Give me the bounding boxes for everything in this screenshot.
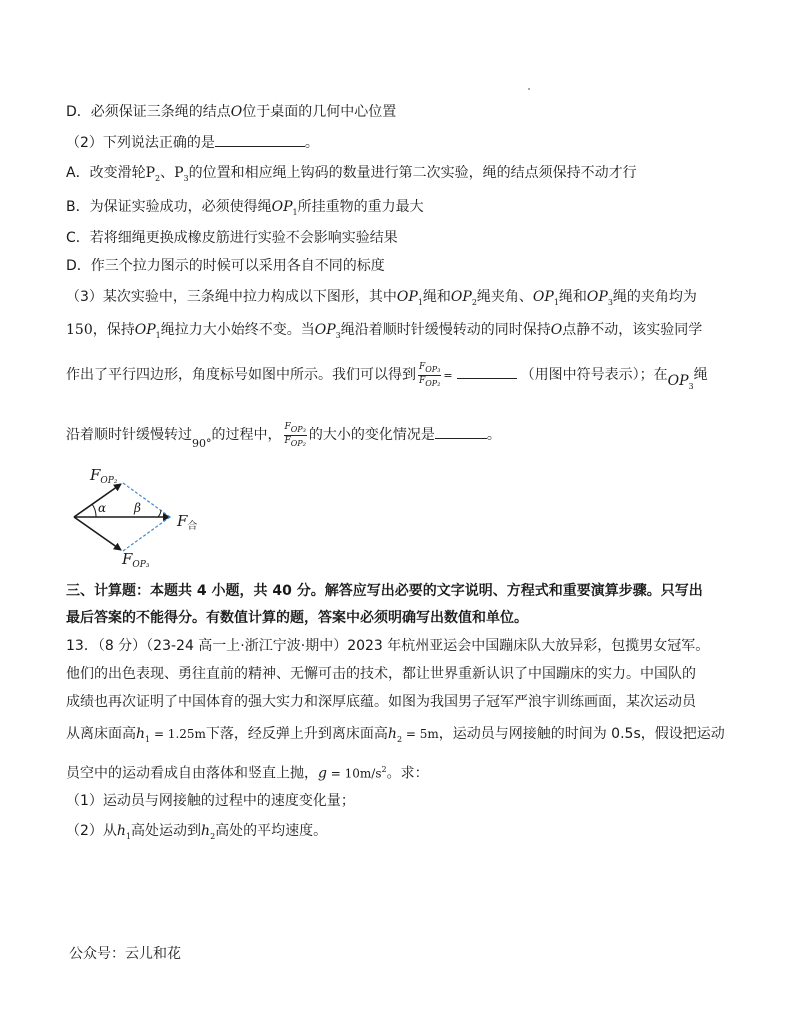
answer-blank[interactable] [215,132,305,147]
dashed-side-bottom [123,517,170,551]
answer-blank[interactable] [435,424,487,439]
q13-line4 [66,724,725,750]
text: 。 [304,135,319,151]
q12-sub3-line3 [66,360,708,396]
q12-option-d2 [66,256,385,276]
q12-sub3-line2 [66,320,702,346]
math: OP [450,289,472,305]
text: 高处运动到 [131,823,202,839]
math-OP1: OP [271,199,293,215]
q13-sub1 [66,791,355,811]
sub: 1 [145,734,151,744]
text: 绳和 [558,289,587,305]
text: 的大小的变化情况是 [308,427,435,443]
q13-line5 [66,760,429,784]
text: （用图中符号表示）；在 [520,367,668,383]
label-resultant: $F_合$ [177,512,198,532]
math-h2: h [387,726,397,742]
math: OP [314,322,336,338]
math: OP [134,322,156,338]
text: 、 [160,165,175,181]
text: 。 [486,427,501,443]
alpha-label: α [98,501,107,515]
math: OP [532,289,554,305]
angle-alpha-arc [92,504,96,517]
frac-num: F [419,361,426,372]
math-P2: P [145,165,155,181]
text: （1）运动员与网接触的过程中的速度变化量； [66,793,355,809]
q12-sub2 [66,132,319,153]
text: （2）下列说法正确的是 [66,135,215,151]
q12-option-c [66,228,398,248]
q12-sub3-line4 [66,420,501,451]
text: D．必须保证三条绳的结点 [66,104,231,120]
math-O: O [230,104,243,120]
text: （2）从 [66,823,117,839]
text: 员空中的运动看成自由落体和竖直上抛， [66,765,318,782]
text: 下落，经反弹上升到离床面高 [205,726,388,742]
text: 绳和 [422,289,451,305]
math-g: g [318,765,327,782]
section3-heading-line2 [66,608,528,628]
text: 绳沿着顺时针缓慢转动的同时保持 [340,322,551,338]
text: 最后答案的不能得分。有数值计算的题，答案中必须明确写出数值和单位。 [66,610,528,626]
text: D．作三个拉力图示的时候可以采用各自不同的标度 [66,258,385,274]
section3-heading-line1 [66,581,703,601]
text: 所挂重物的重力最大 [297,199,424,215]
sub: 1 [417,297,423,307]
math-h2: h [201,823,211,839]
math-value: = 5m [402,727,439,741]
sub: OP₃ [290,424,306,434]
sub: 2 [155,173,161,183]
text: 绳 [693,367,708,383]
equals: = [443,369,453,382]
q12-option-d [66,102,396,122]
sub: 1 [155,330,161,340]
sub: 3 [607,297,613,307]
math-O: O [550,322,563,338]
math: OP [667,373,689,389]
text: 绳拉力大小始终不变。当 [160,322,315,338]
frac-den: F [419,375,426,386]
sub: OP₂ [425,378,441,388]
math-value: = 10m/s [326,766,382,781]
sup: 2 [381,765,387,774]
sub: 3 [183,173,189,183]
q12-option-a [66,163,637,189]
math: OP [396,289,418,305]
math: OP [586,289,608,305]
sub: 2 [471,297,477,307]
text: 作出了平行四边形，角度标号如图中所示。我们可以得到 [66,367,416,383]
sub: 1 [553,297,559,307]
footer-text [69,944,181,964]
label-top: $F_{OP_2}$ [90,466,118,486]
text: 的过程中， [211,427,282,443]
math-P3: P [174,165,184,181]
text: ，保持 [92,322,135,338]
text: ，运动员与网接触的时间为 0.5s，假设把运动 [438,726,725,742]
frac-num: F [284,421,291,432]
answer-blank[interactable] [457,364,517,379]
text: C．若将细绳更换成橡皮筋进行实验不会影响实验结果 [66,230,398,246]
label-bottom: $F_{OP_3}$ [122,550,150,570]
math-150: 150 [66,322,93,338]
sub: OP₃ [425,364,441,374]
text: 点静不动，该实验同学 [562,322,703,338]
text: 绳夹角、 [476,289,533,305]
math-h1: h [136,726,146,742]
q13-line1 [66,636,709,656]
dashed-side-top [123,483,170,517]
text: 从离床面高 [66,726,136,742]
sub: 2 [396,734,403,744]
frac-den: F [284,435,291,446]
sub: 3 [335,330,341,340]
text: 的位置和相应绳上钩码的数量进行第二次实验，绳的结点须保持不动才行 [188,165,637,181]
angle-beta-arc [158,510,161,517]
sub: 2 [210,831,216,841]
math-value: = 1.25m [150,727,206,741]
q13-line3 [66,692,696,712]
sub: 3 [688,381,694,391]
sub: 1 [292,207,298,217]
q12-option-b [66,197,424,223]
scan-dot [528,88,530,90]
text: 。求： [386,765,429,782]
text: 成绩也再次证明了中国体育的强大实力和深厚底蕴。如图为我国男子冠军严浪宇训练画面，某次运动员 [66,694,696,710]
force-op3-arrow [74,517,121,550]
text: 他们的出色表现、勇往直前的精神、无懈可击的技术，都让世界重新认识了中国蹦床的实力。中国队的 [66,666,696,682]
text: 沿着顺时针缓慢转过 [66,427,192,443]
sub: 1 [125,831,132,841]
beta-label: β [134,501,141,515]
text: 高处的平均速度。 [215,823,328,839]
math-90deg: 90° [192,437,212,450]
math-h1: h [116,823,126,839]
text: 公众号：云儿和花 [69,946,181,962]
text: （3）某次实验中，三条绳中拉力构成以下图形，其中 [66,289,397,305]
fraction [418,362,441,389]
q12-sub3-line1 [66,287,697,313]
text: A．改变滑轮 [66,165,146,181]
q13-line2 [66,664,696,684]
q13-sub2 [66,821,327,847]
text: 绳的夹角均为 [612,289,697,305]
text: 位于桌面的几何中心位置 [242,104,397,120]
text: 13．（8 分）（23-24 高一上·浙江宁波·期中）2023 年杭州亚运会中国蹦床队大放异彩，包揽男女冠军。 [66,638,710,654]
text: B．为保证实验成功，必须使得绳 [66,199,272,215]
fraction [284,422,307,449]
text: 三、计算题：本题共 4 小题，共 40 分。解答应写出必要的文字说明、方程式和重要演算步骤。只写出 [66,583,703,599]
force-diagram [66,460,216,572]
sub: OP₂ [290,438,306,448]
